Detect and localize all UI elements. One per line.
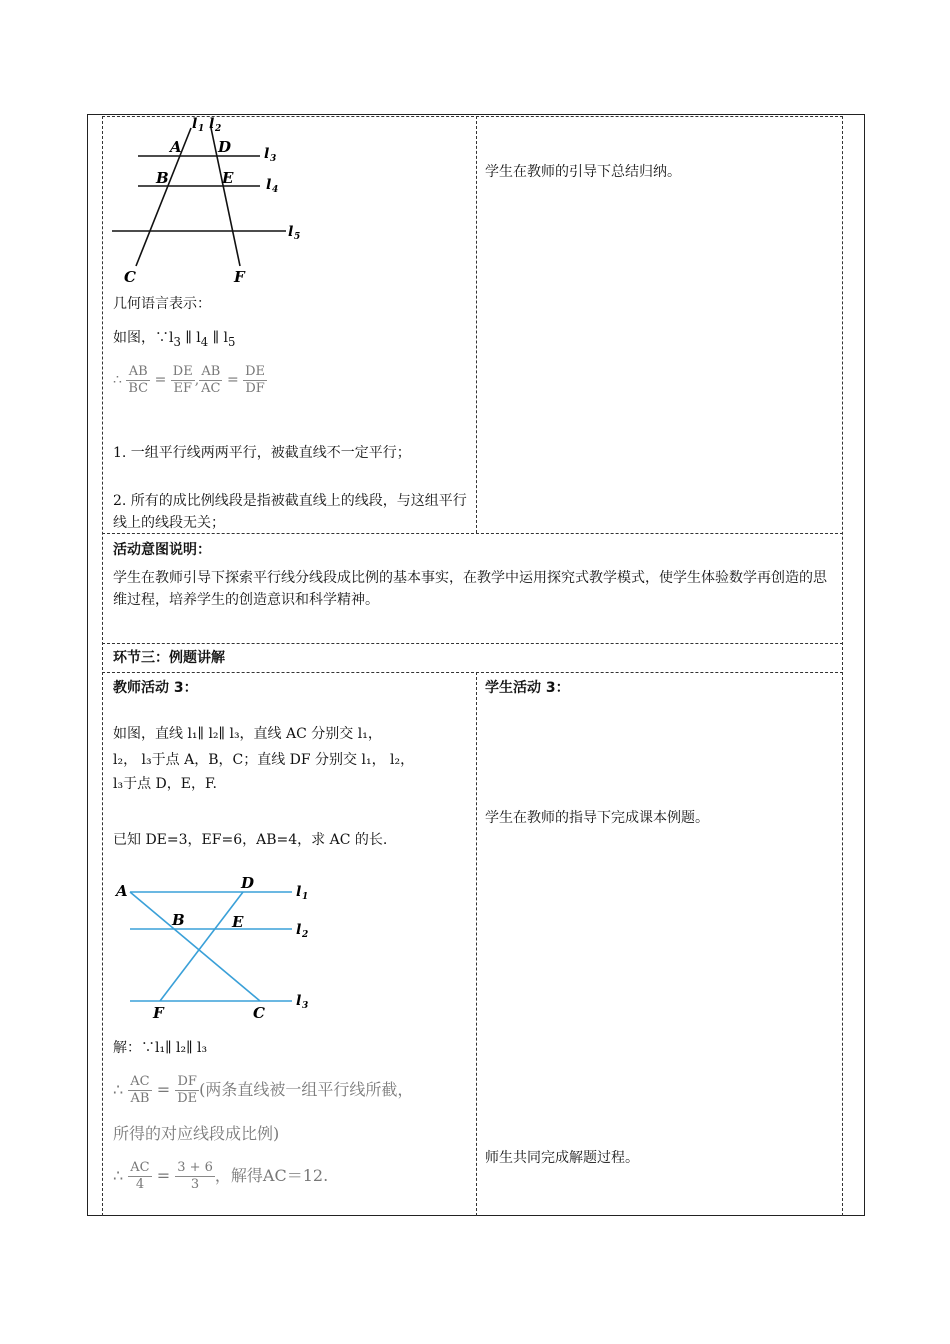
frac-den: DE [177, 1091, 198, 1106]
note-1: 1. 一组平行线两两平行，被截直线不一定平行； [113, 445, 411, 461]
equals-sign: = [156, 1166, 171, 1185]
fraction-df-de [175, 1074, 199, 1107]
frac-num: AC [130, 1074, 150, 1089]
label-l1-sub: 1 [302, 892, 309, 902]
problem-line-1: 如图，直线 l₁∥ l₂∥ l₃，直线 AC 分别交 l₁， [113, 726, 382, 742]
label-F: F [153, 1004, 164, 1022]
frac-num: AB [126, 364, 150, 381]
label-l1: l [296, 884, 302, 900]
frac-den: 4 [135, 1177, 145, 1192]
solution-equation [113, 1156, 328, 1196]
label-D: D [218, 138, 232, 156]
solution-proportion [113, 1070, 413, 1110]
given-par1: ∥ l [180, 330, 201, 346]
frac-den: 3 [190, 1177, 200, 1192]
label-l5-sub: 5 [294, 232, 301, 242]
fraction-de-df [243, 364, 267, 397]
therefore-symbol: ∴ [113, 1166, 124, 1185]
frac-den: BC [128, 380, 149, 396]
label-l1-sub: 1 [198, 124, 205, 134]
given-par2: ∥ l [208, 330, 229, 346]
equals-sign: = [156, 1080, 171, 1099]
proportion-formula [113, 360, 267, 400]
column-divider-upper [476, 116, 477, 533]
parallel-lines-figure-2 [110, 872, 320, 1024]
frac-num: AC [130, 1160, 150, 1175]
given-l3-sub: 3 [173, 334, 181, 349]
fraction-ac-4 [128, 1160, 151, 1193]
parallel-lines-figure-1 [104, 116, 314, 288]
frac-den: AB [130, 1091, 150, 1106]
therefore-symbol: ∴ [113, 372, 122, 388]
label-l2: l [209, 116, 215, 132]
label-C: C [253, 1004, 265, 1022]
frac-num: DE [172, 363, 193, 379]
frac-num: AB [199, 364, 222, 381]
label-l3: l [264, 146, 270, 162]
label-l3-sub: 3 [302, 1001, 309, 1011]
student-activity-text-2: 师生共同完成解题过程。 [485, 1150, 639, 1166]
given-l5-sub: 5 [228, 334, 236, 349]
equals-sign: = [226, 372, 239, 388]
student-activity-heading: 学生活动 3： [485, 680, 570, 696]
label-l3-sub: 3 [270, 154, 277, 164]
label-l3: l [296, 993, 302, 1009]
fraction-ab-ac [199, 364, 222, 397]
fraction-ab-bc [126, 364, 150, 397]
fraction-ac-ab [128, 1074, 151, 1107]
teacher-activity-heading: 教师活动 3： [113, 680, 198, 696]
column-divider-lower [476, 672, 477, 1216]
comma: , [194, 372, 200, 388]
reason-line-2: 所得的对应线段成比例) [113, 1124, 280, 1143]
frac-num: 3 + 6 [177, 1160, 213, 1175]
fraction-9-3 [175, 1160, 215, 1193]
solution-intro: 解：∵l₁∥ l₂∥ l₃ [113, 1040, 208, 1056]
section-three-heading: 环节三：例题讲解 [113, 650, 225, 666]
equals-sign: = [154, 372, 167, 388]
solution-result: ，解得AC＝12. [214, 1166, 329, 1185]
label-l5: l [288, 224, 294, 240]
student-summary-text: 学生在教师的引导下总结归纳。 [485, 164, 681, 180]
student-activity-text-1: 学生在教师的指导下完成课本例题。 [485, 810, 709, 826]
label-F: F [234, 268, 245, 286]
label-l1: l [192, 116, 198, 132]
row-divider [102, 672, 843, 673]
problem-given: 已知 DE=3，EF=6，AB=4，求 AC 的长. [113, 832, 388, 848]
fraction-de-ef [171, 364, 195, 397]
intent-body: 学生在教师引导下探索平行线分线段成比例的基本事实，在教学中运用探究式教学模式，使学生体验数学再创造的思维过程，培养学生的创造意识和科学精神。 [113, 570, 827, 608]
frac-den: EF [173, 380, 192, 396]
problem-line-2: l₂， l₃于点 A，B，C；直线 DF 分别交 l₁， l₂， [113, 752, 415, 768]
given-l4-sub: 4 [200, 334, 209, 349]
frac-den: AC [201, 380, 221, 396]
label-E: E [222, 169, 234, 187]
geometry-language-heading: 几何语言表示： [113, 296, 211, 312]
label-B: B [156, 169, 169, 187]
label-l4: l [266, 177, 272, 193]
label-E: E [232, 913, 244, 931]
label-A: A [116, 882, 128, 900]
label-l4-sub: 4 [272, 185, 279, 195]
label-l2-sub: 2 [215, 124, 222, 134]
problem-line-3: l₃于点 D，E，F. [113, 776, 217, 792]
frac-num: DE [245, 363, 266, 379]
label-D: D [241, 874, 255, 892]
reason-line-1: (两条直线被一组平行线所截， [199, 1080, 414, 1099]
label-B: B [172, 911, 185, 929]
label-l2: l [296, 922, 302, 938]
given-statement [113, 328, 235, 352]
therefore-symbol: ∴ [113, 1080, 124, 1099]
note-2: 2. 所有的成比例线段是指被截直线上的线段，与这组平行线上的线段无关； [113, 493, 467, 531]
frac-den: DF [245, 380, 265, 396]
frac-num: DF [175, 1074, 199, 1091]
row-divider [102, 643, 843, 644]
label-l2-sub: 2 [302, 930, 309, 940]
label-C: C [124, 268, 136, 286]
intent-heading: 活动意图说明： [113, 542, 211, 558]
given-prefix: 如图，∵l [113, 330, 174, 346]
label-A: A [170, 138, 182, 156]
